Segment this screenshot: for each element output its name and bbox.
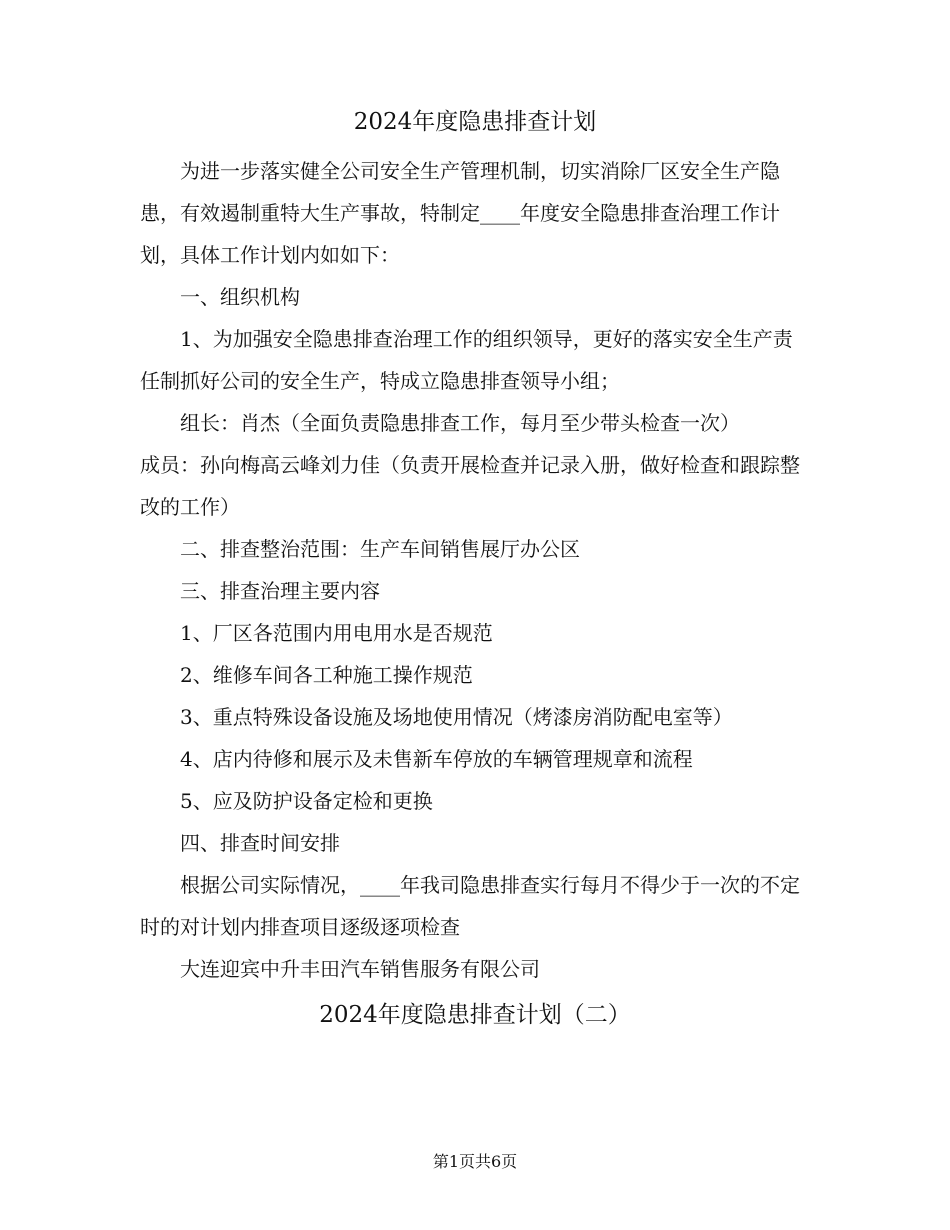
document-title: 2024年度隐患排查计划: [353, 109, 597, 135]
second-document-title: 2024年度隐患排查计划（二）: [319, 1002, 631, 1028]
content-item-5: 5、应及防护设备定检和更换: [180, 789, 433, 813]
content-item-2: 2、维修车间各工种施工操作规范: [180, 663, 473, 687]
section-heading-organization: 一、组织机构: [180, 285, 300, 309]
team-leader-line: 组长：肖杰（全面负责隐患排查工作，每月至少带头检查一次）: [180, 411, 740, 435]
content-item-4: 4、店内待修和展示及未售新车停放的车辆管理规章和流程: [180, 747, 693, 771]
content-item-1: 1、厂区各范围内用电用水是否规范: [180, 621, 493, 645]
page-number-footer: 第1页共6页: [432, 1152, 518, 1171]
organization-paragraph: 1、为加强安全隐患排查治理工作的组织领导，更好的落实安全生产责任制抓好公司的安全生产，特成立隐患排查领导小组；: [140, 327, 793, 393]
document-body: [140, 150, 812, 990]
content-item-3: 3、重点特殊设备设施及场地使用情况（烤漆房消防配电室等）: [180, 705, 733, 729]
section-heading-content: 三、排查治理主要内容: [180, 579, 380, 603]
section-heading-scope: 二、排查整治范围：生产车间销售展厅办公区: [180, 537, 580, 561]
intro-paragraph: 为进一步落实健全公司安全生产管理机制，切实消除厂区安全生产隐患，有效遏制重特大生产事故，特制定____年度安全隐患排查治理工作计划，具体工作计划内如如下：: [140, 159, 780, 267]
team-members-line: 成员：孙向梅高云峰刘力佳（负责开展检查并记录入册，做好检查和跟踪整改的工作）: [140, 453, 800, 519]
company-signature: 大连迎宾中升丰田汽车销售服务有限公司: [180, 957, 540, 981]
schedule-paragraph: 根据公司实际情况，____年我司隐患排查实行每月不得少于一次的不定时的对计划内排查项目逐级逐项检查: [140, 873, 800, 939]
section-heading-schedule: 四、排查时间安排: [180, 831, 340, 855]
